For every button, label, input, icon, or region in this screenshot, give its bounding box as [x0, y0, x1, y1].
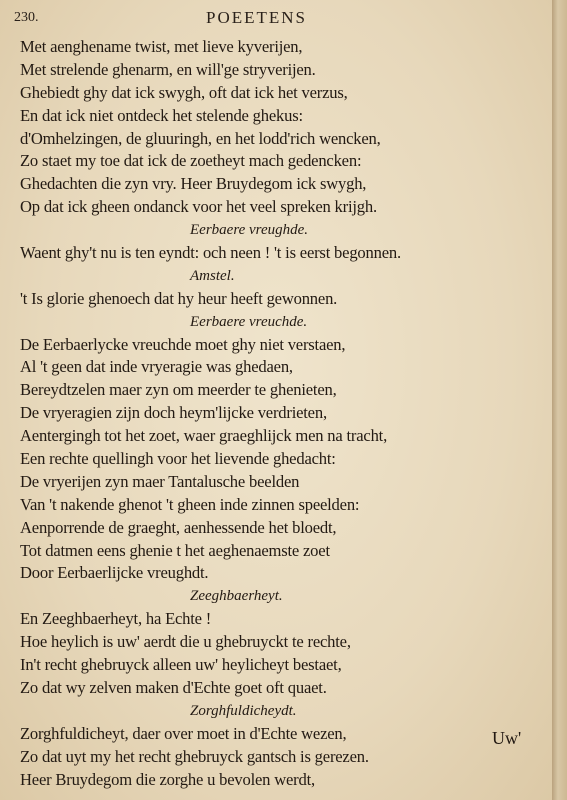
speaker-heading: Eerbaere vreuchde. — [190, 313, 308, 330]
verse-line: En Zeeghbaerheyt, ha Echte ! — [20, 609, 212, 629]
verse-line: Met aenghename twist, met lieve kyverijen, — [20, 37, 303, 56]
verse-line: In't recht ghebruyck alleen uw' heylicheyt bestaet, — [20, 655, 342, 675]
verse-line: Hoe heylich is uw' aerdt die u ghebruyckt te rechte, — [20, 632, 351, 652]
verse-line: Ghebiedt ghy dat ick swygh, oft dat ick het verzus, — [20, 82, 348, 102]
running-head: POEETENS — [206, 8, 307, 27]
verse-line: Op dat ick gheen ondanck voor het veel spreken krijgh. — [20, 197, 377, 217]
speaker-heading: Zorghfuldicheydt. — [190, 702, 297, 719]
verse-line: Zorghfuldicheyt, daer over moet in d'Echte wezen, — [20, 723, 347, 743]
verse-line: Ghedachten die zyn vry. Heer Bruydegom ick swygh, — [20, 174, 367, 194]
catchword: Uw' — [492, 728, 522, 748]
verse-line: De Eerbaerlycke vreuchde moet ghy niet verstaen, — [20, 334, 346, 354]
verse-line: d'Omhelzingen, de gluuringh, en het lodd'rich wencken, — [20, 128, 381, 148]
verse-line: Waent ghy't nu is ten eyndt: och neen ! 't is eerst begonnen. — [20, 243, 401, 263]
verse-line: Door Eerbaerlijcke vreughdt. — [20, 563, 209, 583]
verse-line: Zo dat wy zelven maken d'Echte goet oft quaet. — [20, 677, 327, 697]
verse-line: Al 't geen dat inde vryeragie was ghedaen, — [20, 357, 293, 377]
speaker-heading: Amstel. — [190, 267, 235, 284]
verse-line: Met strelende ghenarm, en will'ge stryverijen. — [20, 59, 316, 79]
page-header — [0, 6, 552, 32]
verse-line: Zo staet my toe dat ick de zoetheyt mach gedencken: — [20, 151, 362, 171]
verse-line: Van 't nakende ghenot 't gheen inde zinnen speelden: — [20, 494, 360, 514]
verse-line: Heer Bruydegom die zorghe u bevolen werdt, — [20, 769, 315, 789]
verse-text-block — [20, 36, 540, 791]
verse-line: Aenporrende de graeght, aenhessende het bloedt, — [20, 517, 337, 537]
verse-line: De vryerijen zyn maer Tantalusche beelden — [20, 471, 300, 491]
verse-line: Aentergingh tot het zoet, waer graeghlijck men na tracht, — [20, 426, 388, 446]
verse-line: De vryeragien zijn doch heym'lijcke verdrieten, — [20, 403, 327, 423]
verse-line: 't Is glorie ghenoech dat hy heur heeft gewonnen. — [20, 288, 338, 308]
verse-line: Bereydtzelen maer zyn om meerder te ghenieten, — [20, 380, 337, 400]
verse-line: Een rechte quellingh voor het lievende ghedacht: — [20, 449, 336, 469]
speaker-heading: Zeeghbaerheyt. — [190, 588, 283, 605]
verse-line: Zo dat uyt my het recht ghebruyck gantsch is gerezen. — [20, 746, 369, 766]
page-number: 230. — [14, 10, 39, 25]
verse-line: Tot datmen eens ghenie t het aeghenaemste zoet — [20, 540, 330, 560]
adjacent-page-edge — [552, 0, 567, 800]
speaker-heading: Eerbaere vreughde. — [190, 222, 309, 239]
verse-line: En dat ick niet ontdeck het stelende ghekus: — [20, 105, 303, 125]
